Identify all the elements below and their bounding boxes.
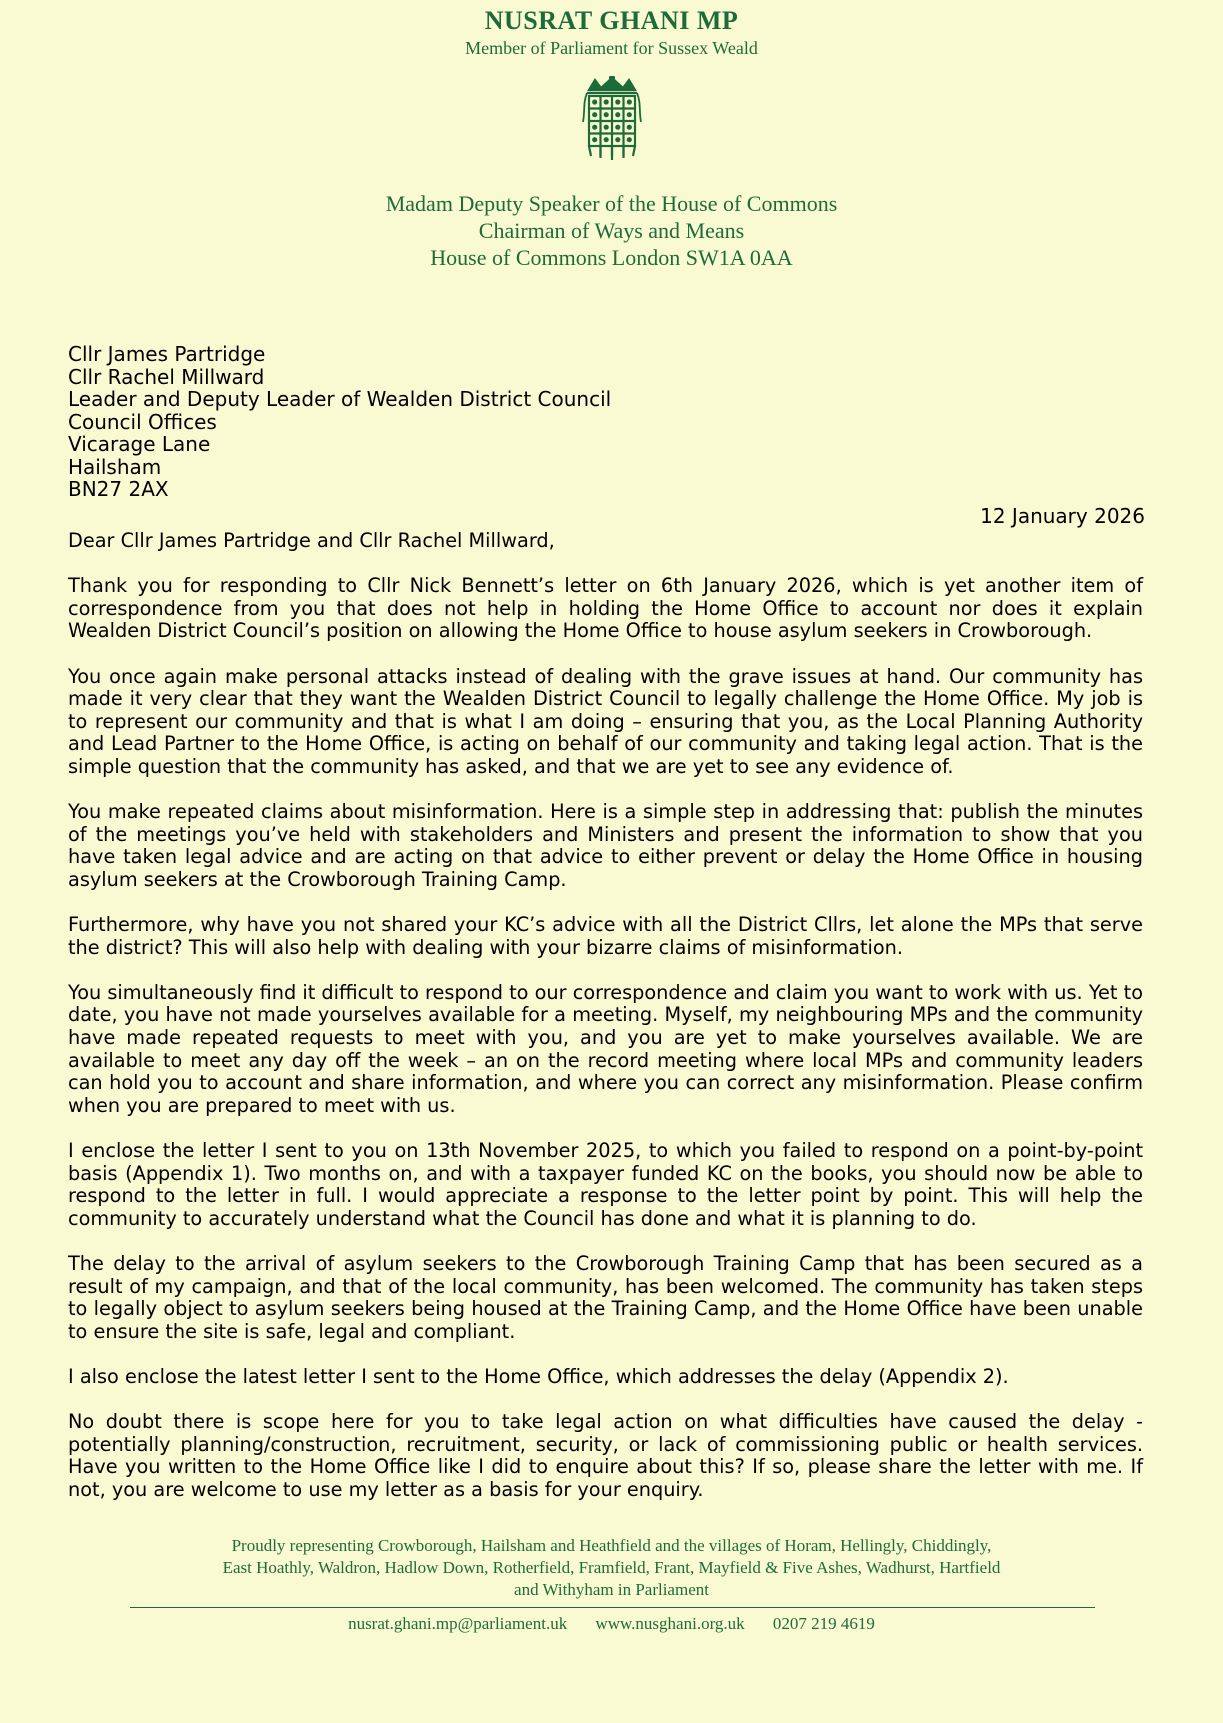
body-paragraph: You simultaneously find it difficult to respond to our correspondence and claim you want to work with us. Yet to date, you have not made yourselves available for a meeting. Myself, my neighbouring MPs and the community have made repeated requests to meet with you, and you are yet to make yourselves available. We are available to meet any day off the week – an on the record meeting where local MPs and community leaders can hold you to account and share information, and where you can correct any misinformation. Please confirm when you are prepared to meet with us. — [68, 980, 1143, 1117]
mp-name: NUSRAT GHANI MP — [484, 6, 739, 35]
address-line: Vicarage Lane — [68, 432, 211, 456]
address-line: BN27 2AX — [68, 477, 169, 501]
recipient-address — [68, 343, 611, 501]
body-paragraph: I enclose the letter I sent to you on 13th November 2025, to which you failed to respond on a point-by-point basis (Appendix 1). Two months on, and with a taxpayer funded KC on the books, you should now be able to respond to the letter in full. I would appreciate a response to the letter point by point. This will help the community to accurately understand what the Council has done and what it is planning to do. — [68, 1139, 1143, 1230]
body-paragraph: I also enclose the latest letter I sent to the Home Office, which addresses the delay (Appendix 2). — [68, 1364, 1009, 1388]
address-line: Leader and Deputy Leader of Wealden District Council — [68, 387, 612, 411]
office-block — [0, 190, 1223, 271]
body-paragraph: The delay to the arrival of asylum seekers to the Crowborough Training Camp that has been secured as a result of my campaign, and that of the local community, has been welcomed. The community has taken steps to legally object to asylum seekers being housed at the Training Camp, and the Home Office have been unable to ensure the site is safe, legal and compliant. — [68, 1252, 1143, 1343]
body-paragraph: Thank you for responding to Cllr Nick Bennett’s letter on 6th January 2026, which is yet another item of correspondence from you that does not help in holding the Home Office to account nor does it explain Wealden District Council’s position on allowing the Home Office to house asylum seekers in Crowborough. — [68, 574, 1143, 643]
body-paragraph: You make repeated claims about misinformation. Here is a simple step in addressing that: publish the minutes of the meetings you’ve held with stakeholders and Ministers and present the information to show that you have taken legal advice and are acting on that advice to either prevent or delay the Home Office in housing asylum seekers at the Crowborough Training Camp. — [68, 800, 1143, 891]
letter-body — [68, 530, 1143, 1524]
address-line: Cllr James Partridge — [68, 342, 266, 366]
address-line: Hailsham — [68, 454, 162, 479]
footer-line: East Hoathly, Waldron, Hadlow Down, Rotherfield, Framfield, Frant, Mayfield & Five Ashes, Wadhurst, Hartfield — [222, 1558, 1001, 1577]
address-line: Council Offices — [68, 409, 217, 434]
office-line: Madam Deputy Speaker of the House of Commons — [385, 191, 838, 216]
footer-representation — [0, 1535, 1223, 1601]
footer-line: and Withyham in Parliament — [514, 1580, 709, 1599]
mp-constituency: Member of Parliament for Sussex Weald — [465, 38, 758, 58]
footer-divider — [130, 1607, 1095, 1608]
body-paragraph: No doubt there is scope here for you to take legal action on what difficulties have caused the delay - potentially planning/construction, recruitment, security, or lack of commissioning public or health services. Have you written to the Home Office like I did to enquire about this? If so, please share the letter with me. If not, you are welcome to use my letter as a basis for your enquiry. — [68, 1410, 1143, 1501]
salutation: Dear Cllr James Partridge and Cllr Rachel Millward, — [68, 529, 555, 552]
phone-number: 0207 219 4619 — [772, 1614, 875, 1633]
body-paragraph: You once again make personal attacks instead of dealing with the grave issues at hand. Our community has made it very clear that they want the Wealden District Council to legally challenge the Home Office. My job is to represent our community and that is what I am doing – ensuring that you, as the Local Planning Authority and Lead Partner to the Home Office, is acting on behalf of our community and taking legal action. That is the simple question that the community has asked, and that we are yet to see any evidence of. — [68, 664, 1143, 778]
address-line: Cllr Rachel Millward — [68, 364, 265, 389]
website-link[interactable]: www.nusghani.org.uk — [595, 1614, 745, 1633]
letter-date: 12 January 2026 — [980, 504, 1145, 528]
footer-contacts — [0, 1614, 1223, 1634]
email-link[interactable]: nusrat.ghani.mp@parliament.uk — [348, 1614, 568, 1633]
footer-line: Proudly representing Crowborough, Hailsham and Heathfield and the villages of Horam, Hellingly, Chiddingly, — [231, 1536, 992, 1555]
office-line: Chairman of Ways and Means — [478, 218, 745, 243]
office-line: House of Commons London SW1A 0AA — [430, 245, 793, 270]
portcullis-icon — [581, 76, 643, 168]
body-paragraph: Furthermore, why have you not shared your KC’s advice with all the District Cllrs, let alone the MPs that serve the district? This will also help with dealing with your bizarre claims of misinformation. — [68, 913, 1143, 959]
